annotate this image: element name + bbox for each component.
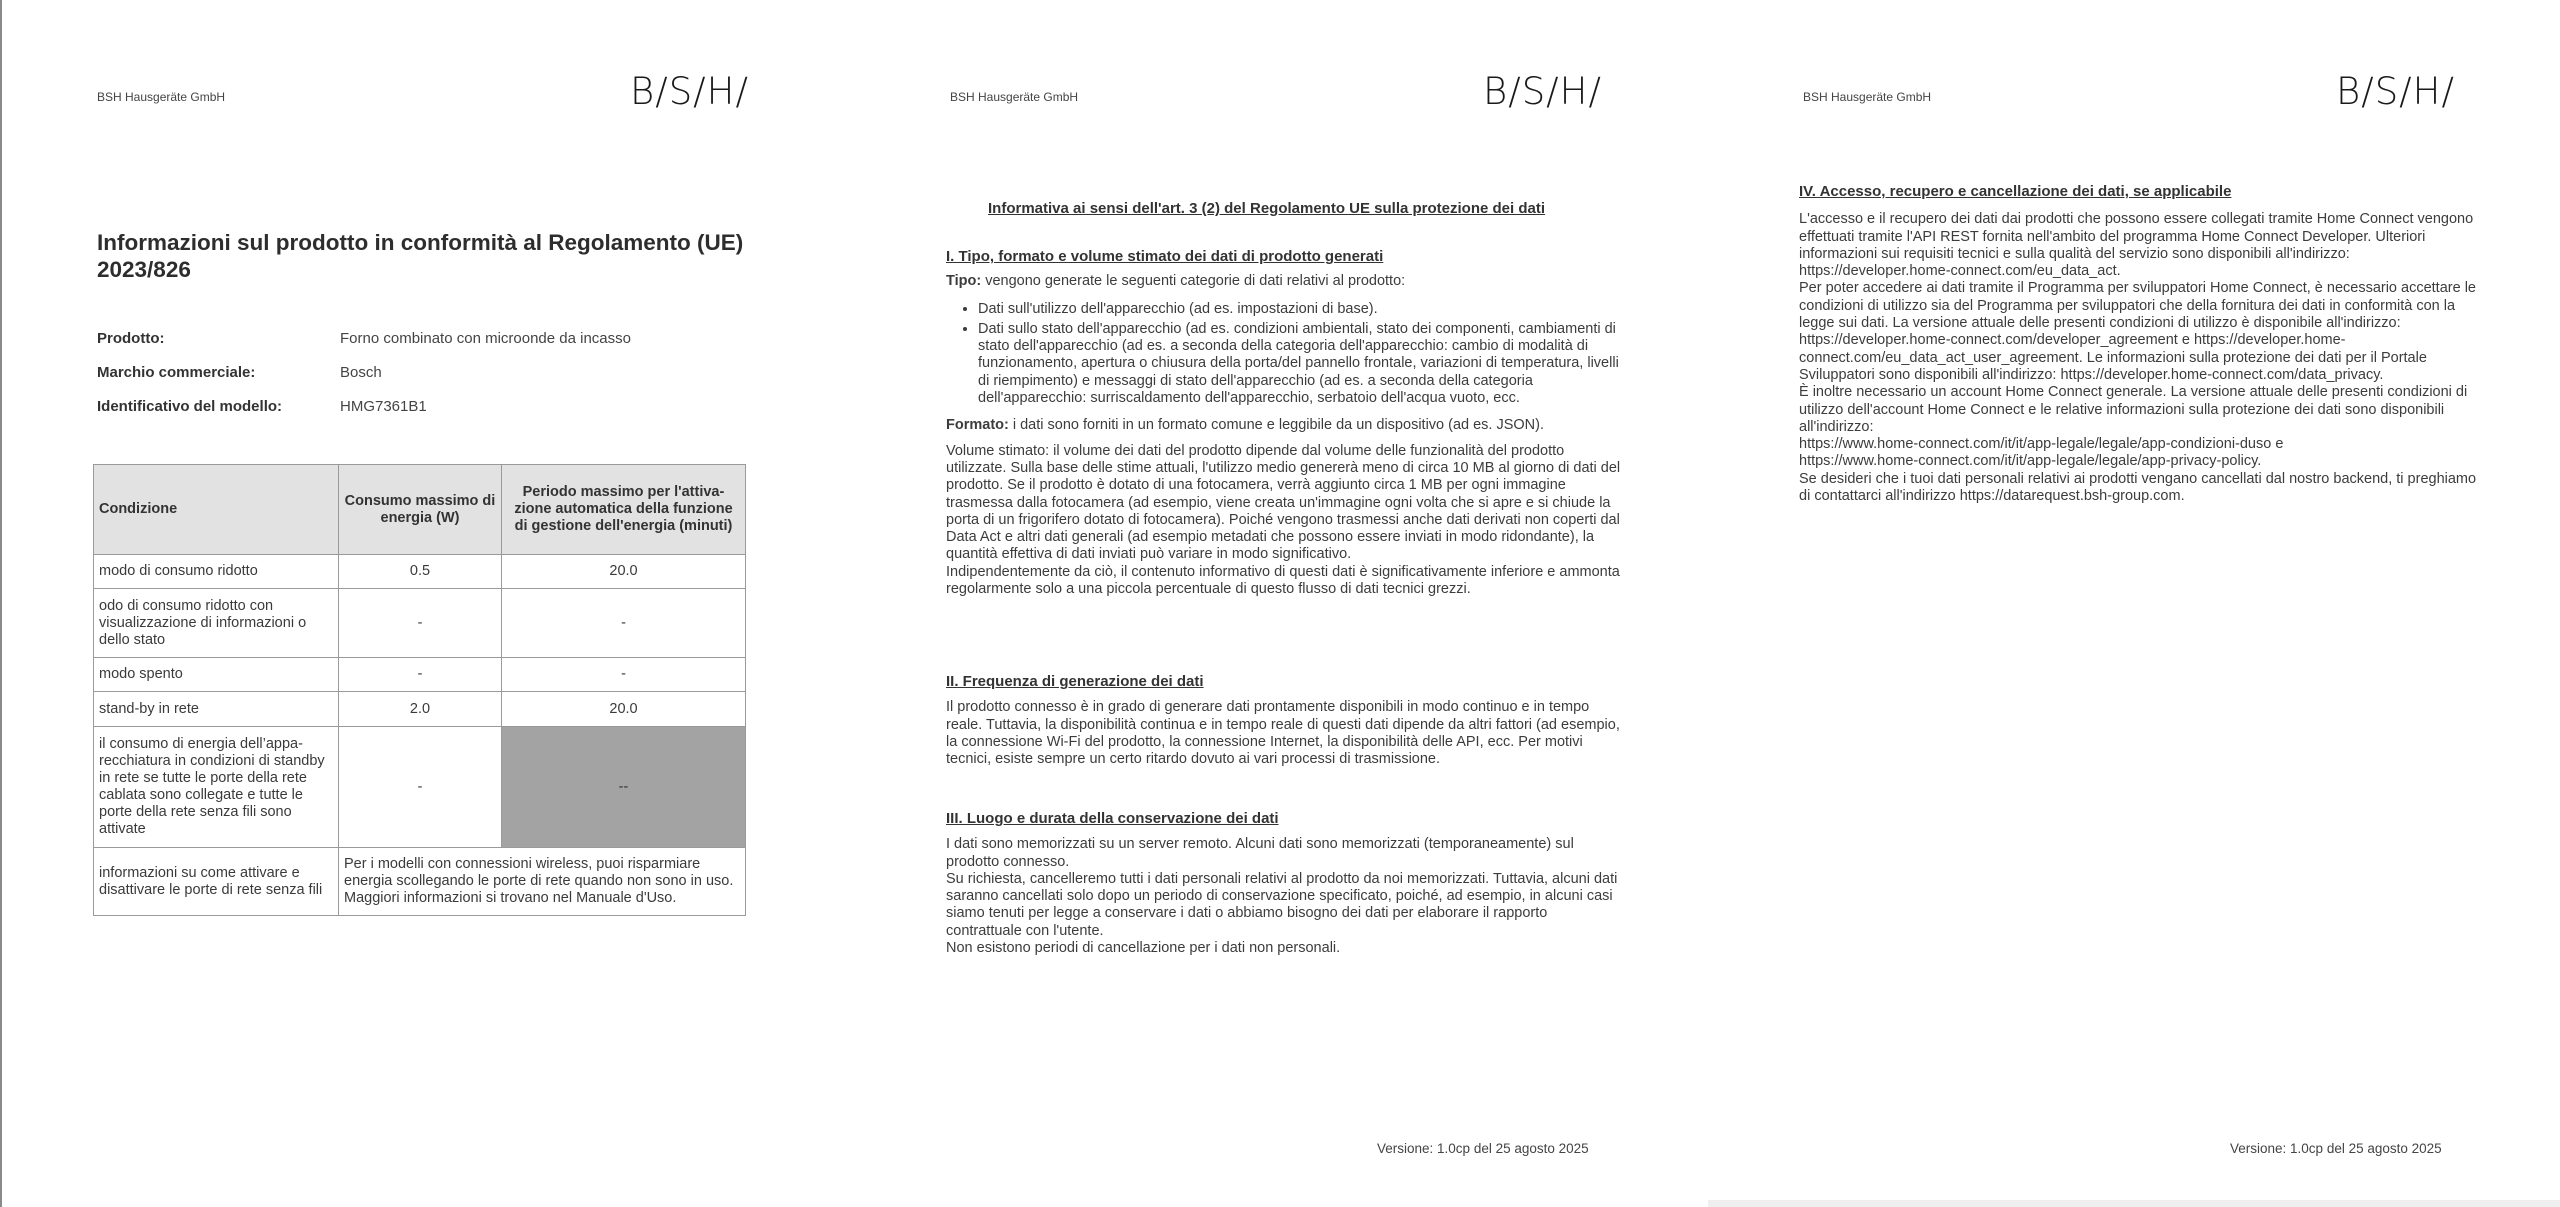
table-row	[94, 589, 746, 658]
list-item: • Dati sull'utilizzo dell'apparecchio (ad es. impostazioni di base).	[978, 301, 1626, 318]
company-name: BSH Hausgeräte GmbH	[97, 90, 226, 104]
power-condition-table	[93, 464, 746, 916]
tipo-text: vengono generate le seguenti categorie di dati relativi al prodotto:	[981, 273, 1406, 290]
section-3	[946, 810, 1626, 957]
company-name: BSH Hausgeräte GmbH	[950, 90, 1079, 104]
cell-power: 0.5	[339, 555, 502, 589]
document-page-3	[1708, 0, 2560, 1207]
cell-condition: modo di consumo ridotto	[94, 555, 339, 589]
section-2	[946, 673, 1626, 768]
cell-period-shaded: --	[502, 727, 746, 848]
table-row	[94, 658, 746, 692]
document-page-1	[2, 0, 855, 1207]
section-3-title: III. Luogo e durata della conservazione dei dati	[946, 810, 1279, 827]
section-2-title: II. Frequenza di generazione dei dati	[946, 673, 1204, 690]
volume-paragraph: Volume stimato: il volume dei dati del prodotto dipende dal volume delle funzionalità del prodotto utilizzate. Sulla base delle stime attuali, l'utilizzo medio genererà meno di circa 10 MB al giorno di dati del prodotto. Se il prodotto è dotato di una fotocamera, verrà aggiunto circa 1 MB per ogni immagine trasmessa dalla fotocamera (ad esempio, viene creata un'immagine ogni volta che si apre e si chiude la porta di un frigorifero dotato di fotocamera). Poiché vengono trasmessi anche dati derivati non coperti dal Data Act e altri dati generali (ad esempio metadati che possono essere inviati in modo ridondante), la quantità effettiva di dati inviati può variare in modo significativo.	[946, 442, 1621, 563]
list-item: • Dati sullo stato dell'apparecchio (ad es. condizioni ambientali, stato dei componenti, cambiamenti di stato dell'apparecchio (ad es. a seconda della categoria dell'apparecchio: cambio di modalità di funzionamento, apertura o chiusura della porta/del pannello frontale, variazioni di temperatura, livelli di riempimento) e messaggi di stato dell'apparecchio (ad es. a seconda della categoria dell'apparecchio: surriscaldamento dell'apparecchio, serbatoio dell'acqua vuoto, ecc.	[978, 321, 1626, 407]
access-paragraph-6: Se desideri che i tuoi dati personali relativi ai prodotti vengano cancellati dal nostro backend, ti preghiamo di contattarci all'indirizzo https://datarequest.bsh-group.com.	[1799, 470, 2477, 505]
privacy-policy-link[interactable]: https://www.home-connect.com/it/it/app-legale/legale/app-privacy-policy.	[1799, 453, 2262, 470]
header-condition: Condizione	[94, 465, 339, 555]
cell-period: -	[502, 589, 746, 658]
formato-text: i dati sono forniti in un formato comune e leggibile da un dispositivo (ad es. JSON).	[1008, 417, 1545, 434]
table-row	[94, 692, 746, 727]
section-1	[946, 248, 1626, 598]
formato-paragraph	[946, 417, 1626, 434]
cell-condition: il consumo di energia dell’apparecchiatura in condizioni di standby in rete se tutte le porte della rete cablata sono collegate e tutte le porte della rete senza fili sono attivate	[94, 727, 339, 848]
bsh-logo: B/S/H/	[2336, 70, 2455, 113]
formato-label: Formato:	[946, 417, 1009, 434]
brand-value: Bosch	[340, 364, 382, 381]
section-1-title: I. Tipo, formato e volume stimato dei dati di prodotto generati	[946, 248, 1384, 265]
version-footer: Versione: 1.0cp del 25 agosto 2025	[1377, 1141, 1589, 1156]
cell-period: -	[502, 658, 746, 692]
table-header-row	[94, 465, 746, 555]
section-4	[1799, 183, 2479, 505]
section-3-text-3: Non esistono periodi di cancellazione per i dati non personali.	[946, 940, 1341, 957]
version-footer: Versione: 1.0cp del 25 agosto 2025	[2230, 1141, 2442, 1156]
cell-period: 20.0	[502, 555, 746, 589]
document-page-2	[855, 0, 1708, 1207]
terms-link[interactable]: https://www.home-connect.com/it/it/app-legale/legale/app-condizioni-duso e	[1799, 436, 2284, 453]
cell-wireless-info: Per i modelli con connessioni wireless, puoi risparmiare energia scollegando le porte di rete quando non sono in uso. Maggiori informazioni si trovano nel Manuale d'Uso.	[339, 848, 746, 916]
page-title: Informazioni sul prodotto in conformità al Regolamento (UE) 2023/826	[97, 230, 744, 282]
cell-condition: odo di consumo ridotto con visualizzazione di informazioni o dello stato	[94, 589, 339, 658]
section-3-text-2: Su richiesta, cancelleremo tutti i dati personali relativi al prodotto da noi memorizzati. Tuttavia, alcuni dati saranno cancellati solo dopo un periodo di conservazione specificato, poiché, ad esempio, in alcuni casi siamo tenuti per legge a conservare i dati o abbiamo bisogno dei dati per elaborare il rapporto contrattuale con l'utente.	[946, 870, 1618, 939]
cell-power: -	[339, 658, 502, 692]
cell-power: -	[339, 589, 502, 658]
table-row	[94, 555, 746, 589]
cell-power: 2.0	[339, 692, 502, 727]
cell-condition: informazioni su come attivare e disattivare le porte di rete senza fili	[94, 848, 339, 916]
volume-paragraph-2: Indipendentemente da ciò, il contenuto informativo di questi dati è significativamente inferiore e ammonta regolarmente solo a una piccola percentuale di questo flusso di dati tecnici grezzi.	[946, 563, 1620, 598]
cell-condition: modo spento	[94, 658, 339, 692]
header-max-period: Periodo massimo per l'attivazione automatica della funzione di gestione dell'energia (minuti)	[502, 465, 746, 555]
cell-power: -	[339, 727, 502, 848]
brand-label: Marchio commerciale:	[97, 364, 256, 381]
model-value: HMG7361B1	[340, 398, 427, 415]
company-name: BSH Hausgeräte GmbH	[1803, 90, 1932, 104]
access-paragraph-2: Per poter accedere ai dati tramite il Programma per sviluppatori Home Connect, è necessario accettare le condizioni di utilizzo sia del Programma per sviluppatori che della fornitura dei dati in conformità con la legge sui dati. La versione attuale delle presenti condizioni di utilizzo è disponibile all'indirizzo: https://developer.home-connect.com/developer_agreement e https://developer.home-connect.com/eu_data_act_user_agreement. Le informazioni sulla protezione dei dati per il Portale Sviluppatori sono disponibili all'indirizzo: https://developer.home-connect.com/data_privacy.	[1799, 280, 2476, 383]
bsh-logo: B/S/H/	[630, 70, 749, 113]
tipo-label: Tipo:	[946, 273, 982, 290]
data-category-list	[946, 301, 1626, 408]
product-value: Forno combinato con microonde da incasso	[340, 330, 631, 347]
section-4-title: IV. Accesso, recupero e cancellazione dei dati, se applicabile	[1799, 183, 2232, 200]
table-row	[94, 848, 746, 916]
bsh-logo: B/S/H/	[1483, 70, 1602, 113]
privacy-notice-heading: Informativa ai sensi dell'art. 3 (2) del Regolamento UE sulla protezione dei dati	[988, 200, 1546, 217]
section-2-text: Il prodotto connesso è in grado di generare dati prontamente disponibili in modo continuo e in tempo reale. Tuttavia, la disponibilità continua e in tempo reale di questi dati dipende da altri fattori (ad esempio, la connessione Wi-Fi del prodotto, la connessione Internet, la disponibilità delle API, ecc. Per motivi tecnici, esiste sempre un certo ritardo dovuto ai vari processi di trasmissione.	[946, 699, 1620, 768]
cell-period: 20.0	[502, 692, 746, 727]
section-3-text-1: I dati sono memorizzati su un server remoto. Alcuni dati sono memorizzati (temporaneamente) sul prodotto connesso.	[946, 836, 1574, 870]
product-label: Prodotto:	[97, 330, 165, 347]
cell-condition: stand-by in rete	[94, 692, 339, 727]
table-row	[94, 727, 746, 848]
header-max-power: Consumo massimo di energia (W)	[339, 465, 502, 555]
access-paragraph-3: È inoltre necessario un account Home Connect generale. La versione attuale delle presenti condizioni di utilizzo dell'account Home Connect e le relative informazioni sulla protezione dei dati sono disponibili all'indirizzo:	[1799, 384, 2468, 435]
tipo-paragraph	[946, 273, 1626, 290]
access-paragraph-1: L'accesso e il recupero dei dati dai prodotti che possono essere collegati tramite Home Connect vengono effettuati tramite l'API REST fornita nell'ambito del programma Home Connect Developer. Ulteriori informazioni sui requisiti tecnici e sulla qualità del servizio sono disponibili all'indirizzo: https://developer.home-connect.com/eu_data_act.	[1799, 211, 2474, 280]
model-label: Identificativo del modello:	[97, 398, 283, 415]
viewer-bottom-strip	[1708, 1200, 2560, 1207]
